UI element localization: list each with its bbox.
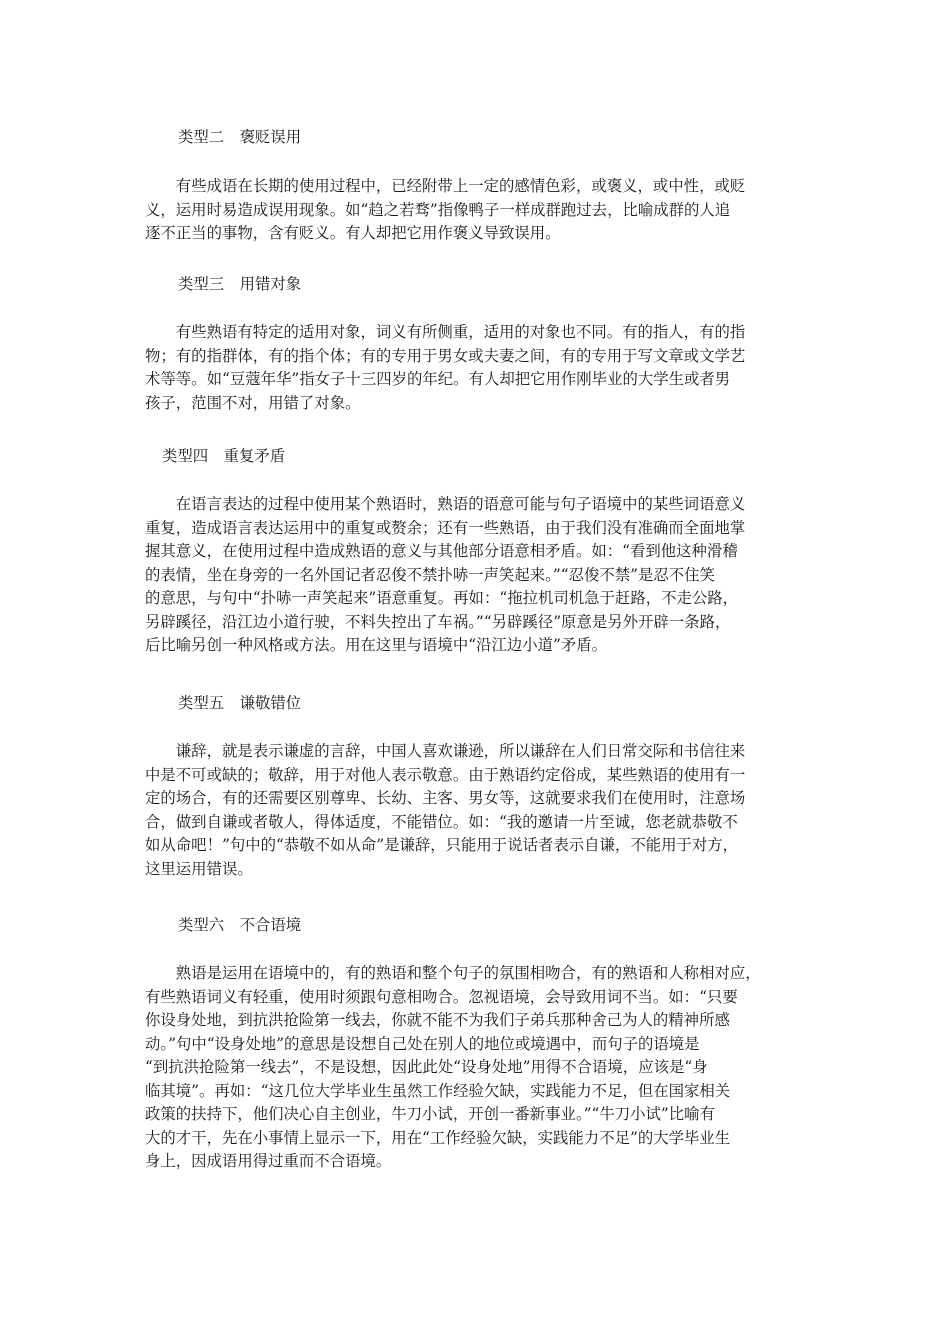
section-heading: 类型三 用错对象 <box>178 275 302 293</box>
paragraph-line: 有些熟语词义有轻重，使用时须跟句意相吻合。忽视语境，会导致用词不当。如：“只要 <box>145 987 738 1006</box>
section-paragraph <box>145 175 805 246</box>
section-heading: 类型五 谦敬错位 <box>178 694 302 712</box>
paragraph-line: 逐不正当的事物，含有贬义。有人却把它用作褒义导致误用。 <box>145 224 561 242</box>
paragraph-line: 有些熟语有特定的适用对象，词义有所侧重，适用的对象也不同。有的指人，有的指 <box>145 323 746 341</box>
section-paragraph <box>145 962 805 1174</box>
paragraph-line: 后比喻另创一种风格或方法。用在这里与语境中“沿江边小道”矛盾。 <box>145 636 608 654</box>
paragraph-line: 握其意义，在使用过程中造成熟语的意义与其他部分语意相矛盾。如：“看到他这种滑稽 <box>145 542 738 560</box>
paragraph-line: 的表情，坐在身旁的一名外国记者忍俊不禁扑哧一声笑起来。”“忍俊不禁”是忍不住笑 <box>145 565 715 584</box>
paragraph-line: 的意思，与句中“扑哧一声笑起来”语意重复。再如：“拖拉机司机急于赶路，不走公路， <box>145 589 739 607</box>
paragraph-line: “到抗洪抢险第一线去”，不是设想，因此此处“设身处地”用得不合语境，应该是“身 <box>145 1058 708 1076</box>
paragraph-line: 谦辞，就是表示谦虚的言辞，中国人喜欢谦逊，所以谦辞在人们日常交际和书信往来 <box>145 742 746 760</box>
paragraph-line: 动。”句中“设身处地”的意思是设想自己处在别人的地位或境遇中，而句子的语境是 <box>145 1034 700 1053</box>
paragraph-line: 术等等。如“豆蔻年华”指女子十三四岁的年纪。有人却把它用作刚毕业的大学生或者男 <box>145 370 731 388</box>
paragraph-line: 如从命吧！”句中的“恭敬不如从命”是谦辞，只能用于说话者表示自谦，不能用于对方， <box>145 836 739 854</box>
paragraph-line: 定的场合，有的还需要区别尊卑、长幼、主客、男女等，这就要求我们在使用时，注意场 <box>145 789 746 807</box>
paragraph-line: 重复，造成语言表达运用中的重复或赘余；还有一些熟语，由于我们没有准确而全面地掌 <box>145 518 746 537</box>
paragraph-line: 熟语是运用在语境中的，有的熟语和整个句子的氛围相吻合，有的熟语和人称相对应， <box>145 964 761 982</box>
paragraph-line: 另辟蹊径，沿江边小道行驶，不料失控出了车祸。”“另辟蹊径”原意是另外开辟一条路， <box>145 612 731 631</box>
section-paragraph <box>145 493 805 658</box>
section-heading: 类型四 重复矛盾 <box>162 447 286 465</box>
paragraph-line: 义，运用时易造成误用现象。如“趋之若骛”指像鸭子一样成群跑过去，比喻成群的人追 <box>145 200 731 219</box>
section-heading: 类型二 褒贬误用 <box>178 128 302 146</box>
paragraph-line: 孩子，范围不对，用错了对象。 <box>145 393 361 412</box>
paragraph-line: 临其境”。再如：“这几位大学毕业生虽然工作经验欠缺，实践能力不足，但在国家相关 <box>145 1081 731 1100</box>
paragraph-line: 身上，因成语用得过重而不合语境。 <box>145 1152 392 1170</box>
section-paragraph <box>145 321 805 415</box>
paragraph-line: 政策的扶持下，他们决心自主创业，牛刀小试，开创一番新事业。”“牛刀小试”比喻有 <box>145 1105 715 1123</box>
paragraph-line: 大的才干，先在小事情上显示一下，用在“工作经验欠缺，实践能力不足”的大学毕业生 <box>145 1128 731 1147</box>
paragraph-line: 你设身处地，到抗洪抢险第一线去，你就不能不为我们子弟兵那种舍己为人的精神所感 <box>145 1011 730 1029</box>
paragraph-line: 这里运用错误。 <box>145 859 253 878</box>
section-heading: 类型六 不合语境 <box>178 916 302 934</box>
paragraph-line: 有些成语在长期的使用过程中，已经附带上一定的感情色彩，或褒义，或中性，或贬 <box>145 177 746 195</box>
paragraph-line: 合，做到自谦或者敬人，得体适度，不能错位。如：“我的邀请一片至诚，您老就恭敬不 <box>145 812 738 831</box>
section-paragraph <box>145 740 805 881</box>
paragraph-line: 物；有的指群体，有的指个体；有的专用于男女或夫妻之间，有的专用于写文章或文学艺 <box>145 346 746 365</box>
paragraph-line: 中是不可或缺的；敬辞，用于对他人表示敬意。由于熟语约定俗成，某些熟语的使用有一 <box>145 765 746 784</box>
paragraph-line: 在语言表达的过程中使用某个熟语时，熟语的语意可能与句子语境中的某些词语意义 <box>145 495 746 513</box>
